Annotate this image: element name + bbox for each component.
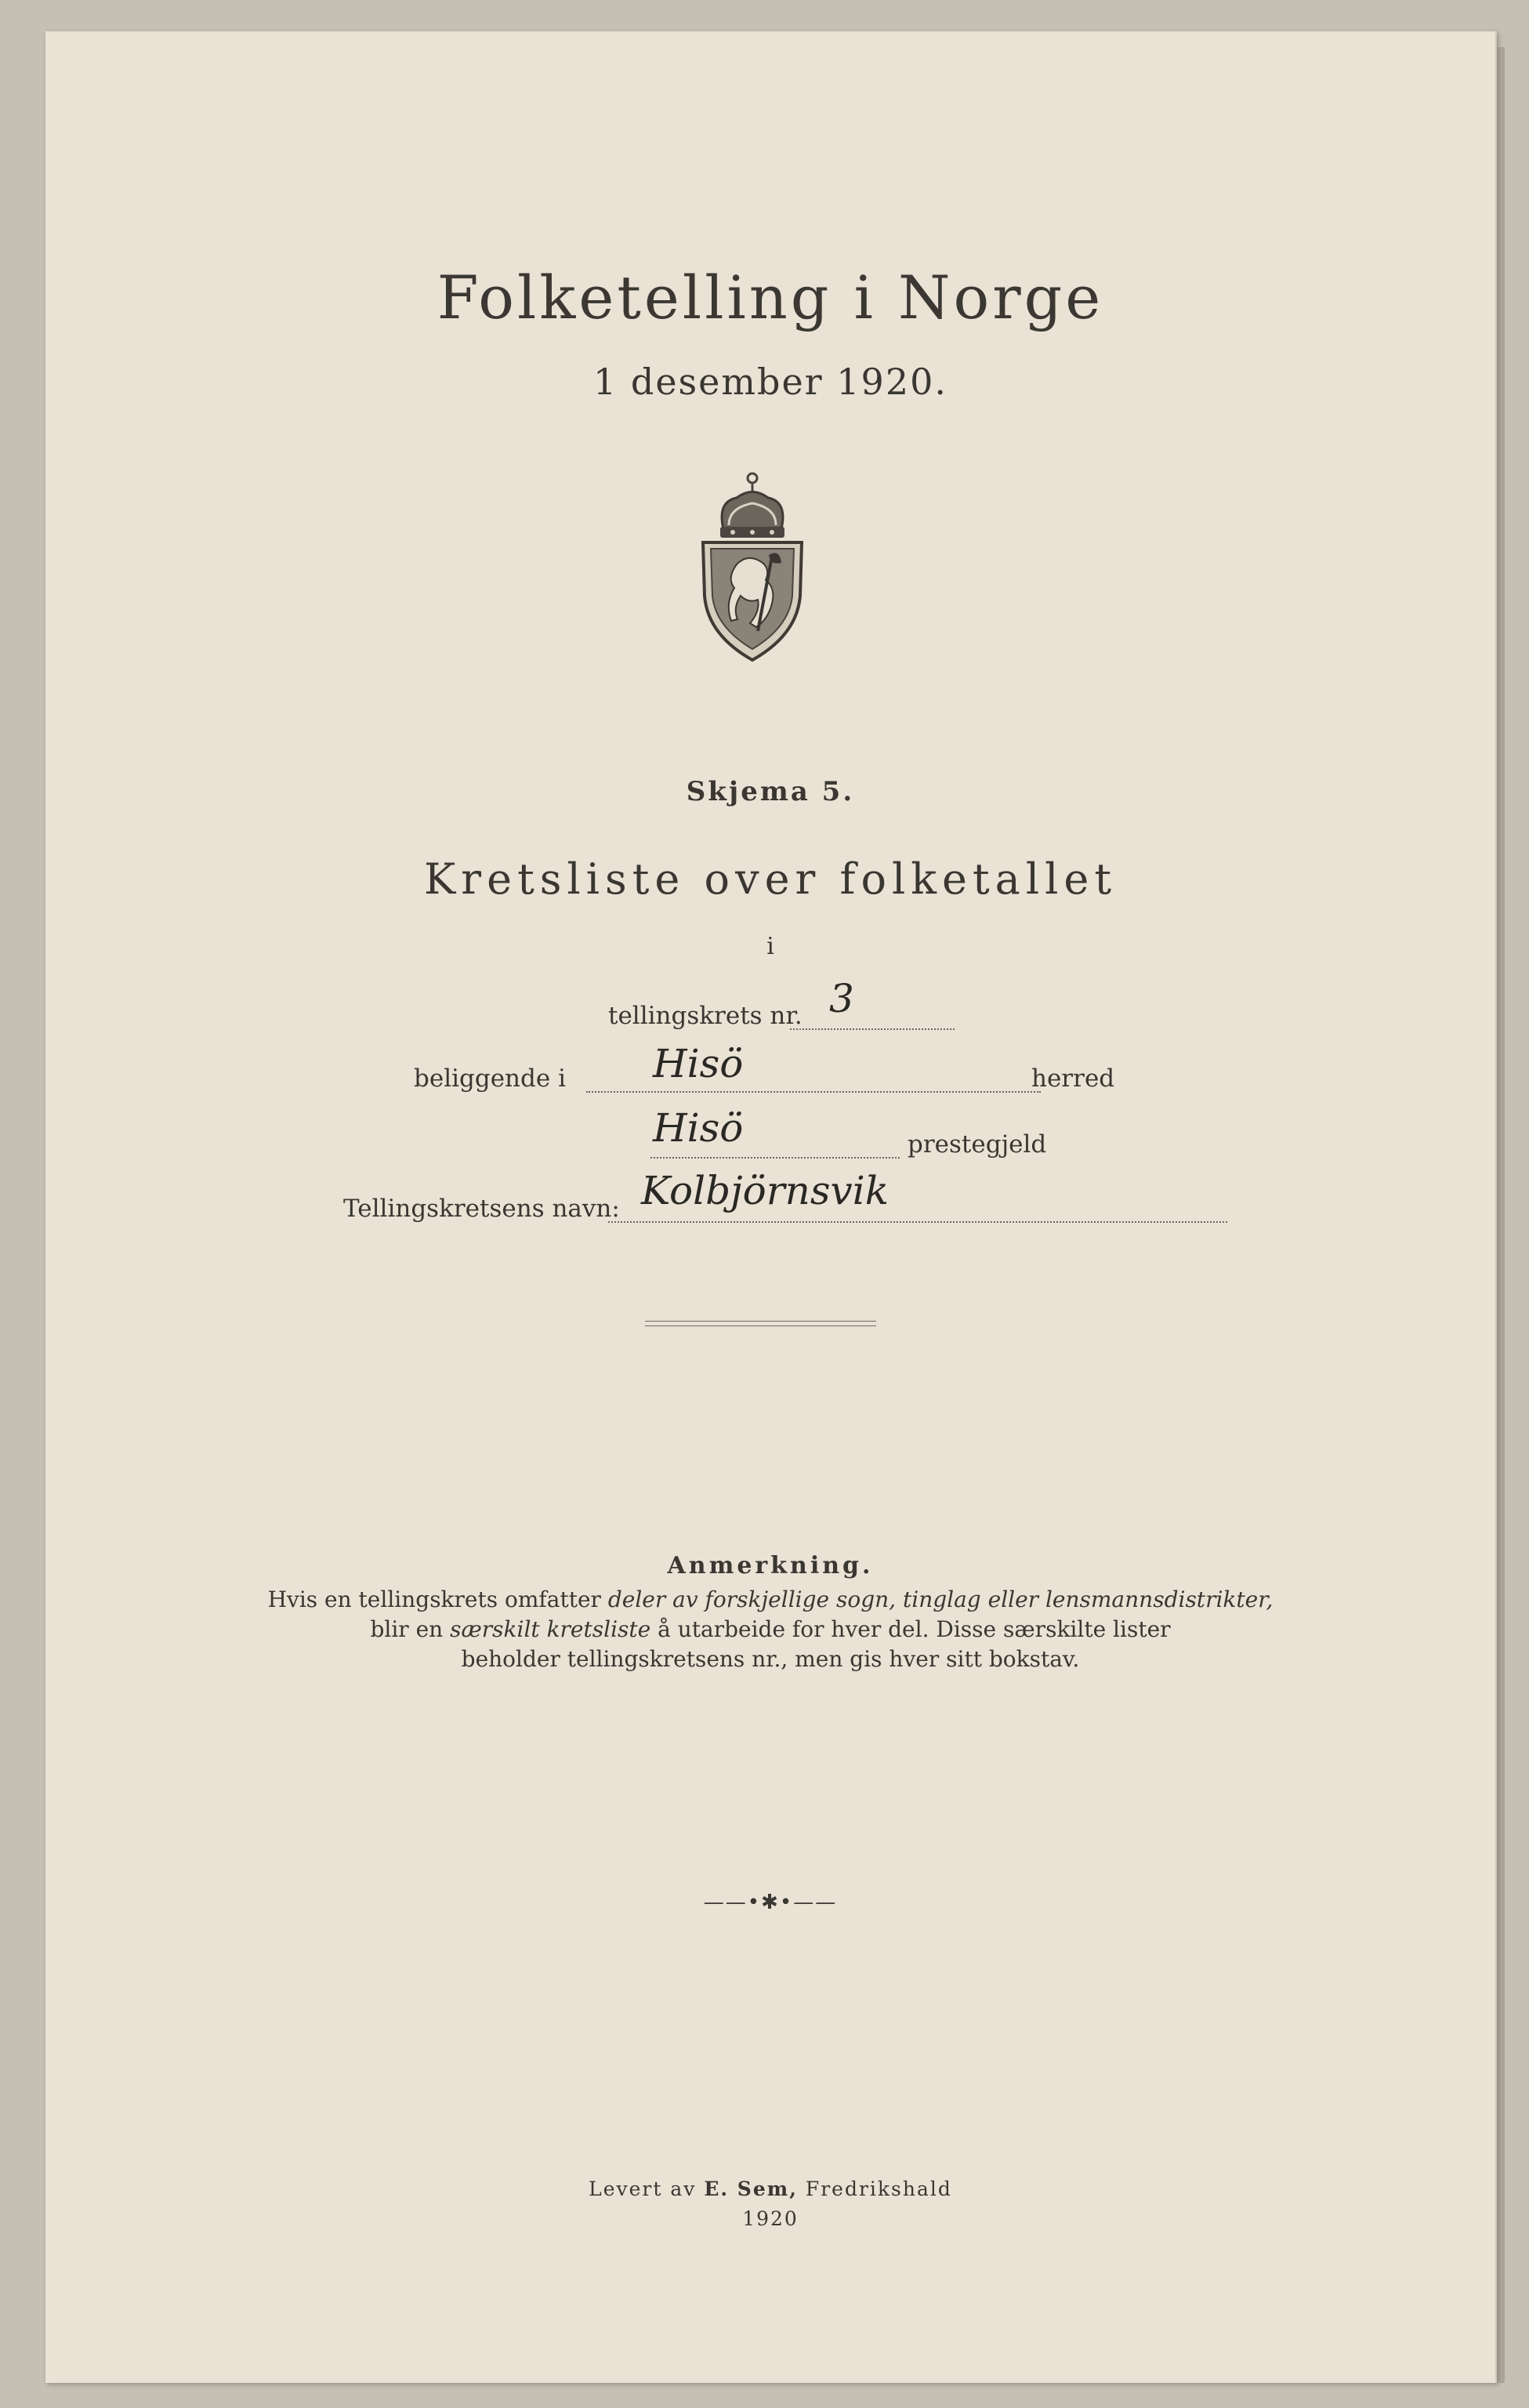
kretsnavn-label: Tellingskretsens navn: — [343, 1195, 620, 1223]
note-heading: Anmerkning. — [667, 1552, 874, 1579]
norwegian-coat-of-arms-icon — [694, 470, 811, 666]
connector-word: i — [766, 933, 774, 960]
form-subtitle: Kretsliste over folketallet — [423, 854, 1118, 904]
note-line-3: beholder tellingskretsens nr., men gis hver sitt bokstav. — [461, 1646, 1080, 1672]
census-date: 1 desember 1920. — [593, 361, 947, 403]
separator-rule-bottom — [645, 1325, 876, 1326]
note-line-1-emphasis: deler av forskjellige sogn, tinglag eller lensmannsdistrikter, — [607, 1587, 1274, 1612]
note-line-2-text-b: å utarbeide for hver del. Disse særskilte lister — [650, 1616, 1171, 1642]
herred-label: herred — [1031, 1064, 1115, 1093]
herred-value: Hisö — [653, 1041, 744, 1086]
printer-credit — [45, 2178, 1495, 2200]
note-line-1-text: Hvis en tellingskrets omfatter — [267, 1587, 608, 1612]
printer-place: Fredrikshald — [797, 2178, 952, 2200]
ornament-divider: ——•✱•—— — [703, 1891, 838, 1914]
kretsnavn-value: Kolbjörnsvik — [641, 1168, 890, 1213]
tellingskrets-line — [790, 1028, 955, 1030]
kretsnavn-line — [608, 1221, 1227, 1223]
separator-rule-top — [645, 1321, 876, 1322]
beliggende-label: beliggende i — [414, 1064, 566, 1093]
printer-text-a: Levert av — [589, 2178, 705, 2200]
note-line-2-text-a: blir en — [370, 1616, 451, 1642]
note-line-2 — [241, 1615, 1299, 1645]
note-line-2-emphasis: særskilt kretsliste — [450, 1616, 651, 1642]
prestegjeld-value: Hisö — [653, 1105, 744, 1151]
document-sheet — [45, 31, 1497, 2383]
prestegjeld-label: prestegjeld — [908, 1130, 1047, 1159]
schema-label: Skjema 5. — [686, 776, 855, 807]
printer-year: 1920 — [742, 2207, 799, 2230]
printer-name: E. Sem, — [704, 2178, 798, 2200]
tellingskrets-value: 3 — [829, 976, 854, 1021]
prestegjeld-line — [650, 1157, 900, 1159]
tellingskrets-label: tellingskrets nr. — [608, 1002, 803, 1030]
note-line-1 — [241, 1585, 1299, 1615]
document-title: Folketelling i Norge — [437, 263, 1104, 332]
herred-line — [586, 1091, 1041, 1093]
